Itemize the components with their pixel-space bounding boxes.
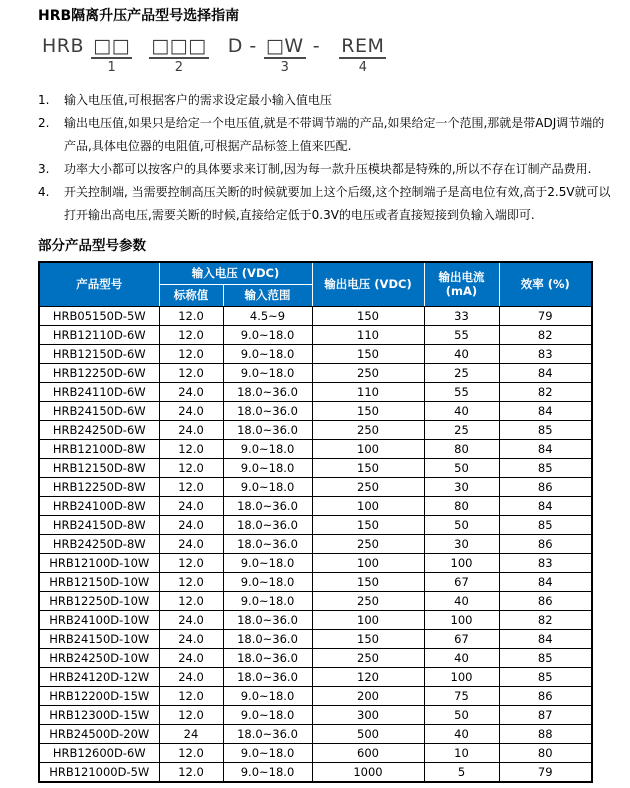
- cell-model: HRB12110D-6W: [39, 325, 159, 344]
- cell-output-voltage: 110: [312, 325, 424, 344]
- cell-model: HRB12250D-8W: [39, 477, 159, 496]
- cell-output-current: 40: [424, 344, 499, 363]
- cell-output-current: 75: [424, 686, 499, 705]
- table-row: [39, 743, 592, 762]
- cell-input-range: 18.0~36.0: [223, 648, 312, 667]
- cell-efficiency: 84: [499, 572, 592, 591]
- product-table-body: [39, 306, 592, 782]
- cell-efficiency: 80: [499, 743, 592, 762]
- cell-efficiency: 82: [499, 325, 592, 344]
- cell-output-current: 80: [424, 496, 499, 515]
- cell-input-range: 18.0~36.0: [223, 610, 312, 629]
- cell-efficiency: 83: [499, 344, 592, 363]
- note-text: 功率大小都可以按客户的具体要求来订制,因为每一款升压模块都是特殊的,所以不存在订制产品费用.: [64, 162, 592, 176]
- model-segment-3: □W 3: [265, 35, 304, 75]
- header-input-voltage: 输入电压 (VDC): [159, 262, 312, 284]
- cell-nominal: 12.0: [159, 344, 223, 363]
- cell-input-range: 18.0~36.0: [223, 724, 312, 743]
- cell-model: HRB12600D-6W: [39, 743, 159, 762]
- section-title: 部分产品型号参数: [38, 238, 146, 254]
- cell-model: HRB12100D-10W: [39, 553, 159, 572]
- cell-output-voltage: 100: [312, 439, 424, 458]
- cell-input-range: 9.0~18.0: [223, 439, 312, 458]
- cell-output-voltage: 1000: [312, 762, 424, 782]
- cell-output-voltage: 250: [312, 534, 424, 553]
- cell-input-range: 9.0~18.0: [223, 477, 312, 496]
- cell-model: HRB24100D-8W: [39, 496, 159, 515]
- table-row: [39, 762, 592, 782]
- model-mid: D -: [227, 35, 257, 57]
- cell-output-current: 30: [424, 477, 499, 496]
- cell-output-current: 40: [424, 724, 499, 743]
- cell-output-voltage: 150: [312, 629, 424, 648]
- cell-output-voltage: 150: [312, 572, 424, 591]
- segment-4-number: 4: [358, 60, 367, 75]
- cell-output-current: 100: [424, 553, 499, 572]
- cell-output-voltage: 200: [312, 686, 424, 705]
- cell-efficiency: 84: [499, 439, 592, 458]
- notes-list: [38, 89, 616, 227]
- cell-nominal: 24.0: [159, 401, 223, 420]
- cell-efficiency: 86: [499, 477, 592, 496]
- cell-output-current: 40: [424, 648, 499, 667]
- table-row: [39, 306, 592, 325]
- table-row: [39, 724, 592, 743]
- cell-efficiency: 82: [499, 382, 592, 401]
- cell-output-current: 40: [424, 591, 499, 610]
- header-input-range: 输入范围: [223, 284, 312, 306]
- cell-efficiency: 84: [499, 363, 592, 382]
- cell-efficiency: 85: [499, 667, 592, 686]
- cell-input-range: 9.0~18.0: [223, 591, 312, 610]
- cell-efficiency: 82: [499, 610, 592, 629]
- cell-nominal: 12.0: [159, 363, 223, 382]
- cell-model: HRB12200D-15W: [39, 686, 159, 705]
- cell-input-range: 4.5~9: [223, 306, 312, 325]
- cell-output-voltage: 250: [312, 591, 424, 610]
- cell-nominal: 12.0: [159, 553, 223, 572]
- cell-model: HRB24150D-8W: [39, 515, 159, 534]
- cell-output-voltage: 250: [312, 363, 424, 382]
- cell-model: HRB24250D-10W: [39, 648, 159, 667]
- cell-nominal: 12.0: [159, 306, 223, 325]
- cell-nominal: 12.0: [159, 325, 223, 344]
- cell-input-range: 9.0~18.0: [223, 363, 312, 382]
- table-row: [39, 458, 592, 477]
- note-item-4: [38, 181, 616, 227]
- model-dash: -: [312, 35, 321, 57]
- cell-input-range: 9.0~18.0: [223, 743, 312, 762]
- cell-nominal: 12.0: [159, 591, 223, 610]
- cell-nominal: 12.0: [159, 743, 223, 762]
- table-row: [39, 363, 592, 382]
- cell-output-voltage: 250: [312, 420, 424, 439]
- cell-input-range: 18.0~36.0: [223, 515, 312, 534]
- note-text: 输入电压值,可根据客户的需求设定最小输入值电压: [64, 93, 332, 107]
- cell-output-current: 100: [424, 610, 499, 629]
- model-segment-1: □□ 1: [93, 35, 131, 75]
- table-row: [39, 496, 592, 515]
- cell-output-current: 40: [424, 401, 499, 420]
- cell-model: HRB24250D-6W: [39, 420, 159, 439]
- cell-output-current: 5: [424, 762, 499, 782]
- cell-input-range: 9.0~18.0: [223, 572, 312, 591]
- note-text: 输出电压值,如果只是给定一个电压值,就是不带调节端的产品,如果给定一个范围,那就是带ADJ调节端的产品,具体电位器的电阻值,可根据产品标签上值来匹配.: [64, 116, 605, 153]
- note-number: 4.: [38, 185, 50, 199]
- cell-nominal: 12.0: [159, 762, 223, 782]
- table-row: [39, 610, 592, 629]
- cell-input-range: 9.0~18.0: [223, 705, 312, 724]
- cell-nominal: 24.0: [159, 629, 223, 648]
- cell-input-range: 9.0~18.0: [223, 458, 312, 477]
- cell-efficiency: 83: [499, 553, 592, 572]
- cell-efficiency: 85: [499, 458, 592, 477]
- cell-output-current: 50: [424, 458, 499, 477]
- cell-efficiency: 88: [499, 724, 592, 743]
- cell-output-voltage: 150: [312, 401, 424, 420]
- cell-model: HRB24500D-20W: [39, 724, 159, 743]
- table-row: [39, 477, 592, 496]
- table-header: [39, 262, 592, 306]
- cell-nominal: 24.0: [159, 610, 223, 629]
- cell-efficiency: 85: [499, 420, 592, 439]
- segment-1-number: 1: [107, 60, 116, 75]
- model-segment-4: REM 4: [341, 35, 385, 75]
- cell-nominal: 12.0: [159, 686, 223, 705]
- cell-output-voltage: 150: [312, 306, 424, 325]
- cell-model: HRB121000D-5W: [39, 762, 159, 782]
- table-row: [39, 591, 592, 610]
- cell-input-range: 18.0~36.0: [223, 667, 312, 686]
- table-row: [39, 553, 592, 572]
- page-title: HRB隔离升压产品型号选择指南: [38, 8, 240, 24]
- note-item-3: [38, 158, 616, 181]
- cell-model: HRB12150D-10W: [39, 572, 159, 591]
- table-row: [39, 382, 592, 401]
- cell-output-current: 30: [424, 534, 499, 553]
- cell-model: HRB12150D-8W: [39, 458, 159, 477]
- cell-output-voltage: 150: [312, 344, 424, 363]
- cell-output-current: 25: [424, 363, 499, 382]
- cell-output-voltage: 250: [312, 648, 424, 667]
- cell-model: HRB12100D-8W: [39, 439, 159, 458]
- header-product-model: 产品型号: [39, 262, 159, 306]
- cell-nominal: 24.0: [159, 515, 223, 534]
- cell-output-current: 55: [424, 325, 499, 344]
- cell-output-voltage: 150: [312, 515, 424, 534]
- cell-output-current: 80: [424, 439, 499, 458]
- cell-model: HRB12150D-6W: [39, 344, 159, 363]
- cell-nominal: 24.0: [159, 667, 223, 686]
- cell-input-range: 18.0~36.0: [223, 629, 312, 648]
- cell-output-voltage: 150: [312, 458, 424, 477]
- cell-input-range: 18.0~36.0: [223, 534, 312, 553]
- cell-output-voltage: 500: [312, 724, 424, 743]
- table-row: [39, 686, 592, 705]
- header-nominal-value: 标称值: [159, 284, 223, 306]
- cell-output-current: 10: [424, 743, 499, 762]
- cell-model: HRB12250D-10W: [39, 591, 159, 610]
- model-segment-2: □□□ 2: [151, 35, 207, 75]
- cell-efficiency: 84: [499, 401, 592, 420]
- product-parameters-table: [38, 261, 593, 783]
- cell-output-current: 100: [424, 667, 499, 686]
- cell-output-voltage: 300: [312, 705, 424, 724]
- cell-model: HRB24250D-8W: [39, 534, 159, 553]
- cell-output-voltage: 250: [312, 477, 424, 496]
- cell-input-range: 18.0~36.0: [223, 401, 312, 420]
- table-row: [39, 344, 592, 363]
- cell-model: HRB24150D-6W: [39, 401, 159, 420]
- cell-nominal: 12.0: [159, 705, 223, 724]
- cell-output-current: 67: [424, 629, 499, 648]
- cell-output-voltage: 100: [312, 610, 424, 629]
- cell-nominal: 24.0: [159, 420, 223, 439]
- table-row: [39, 515, 592, 534]
- cell-input-range: 18.0~36.0: [223, 420, 312, 439]
- cell-output-current: 50: [424, 515, 499, 534]
- cell-efficiency: 84: [499, 629, 592, 648]
- note-text: 开关控制端, 当需要控制高压关断的时候就要加上这个后缀,这个控制端子是高电位有效,高于2.5V就可以打开输出高电压,需要关断的时候,直接给定低于0.3V的电压或者直接短接到负输入端即可.: [64, 185, 611, 222]
- cell-efficiency: 79: [499, 306, 592, 325]
- model-format: [40, 35, 612, 76]
- cell-model: HRB24110D-6W: [39, 382, 159, 401]
- cell-efficiency: 79: [499, 762, 592, 782]
- segment-3-number: 3: [280, 60, 289, 75]
- table-row: [39, 420, 592, 439]
- cell-input-range: 18.0~36.0: [223, 496, 312, 515]
- cell-input-range: 9.0~18.0: [223, 686, 312, 705]
- cell-model: HRB12300D-15W: [39, 705, 159, 724]
- note-number: 2.: [38, 116, 50, 130]
- cell-output-voltage: 120: [312, 667, 424, 686]
- table-row: [39, 648, 592, 667]
- cell-input-range: 18.0~36.0: [223, 382, 312, 401]
- cell-efficiency: 84: [499, 496, 592, 515]
- table-row: [39, 439, 592, 458]
- cell-input-range: 9.0~18.0: [223, 325, 312, 344]
- cell-nominal: 12.0: [159, 477, 223, 496]
- cell-nominal: 24.0: [159, 534, 223, 553]
- cell-nominal: 24.0: [159, 496, 223, 515]
- cell-output-current: 25: [424, 420, 499, 439]
- note-item-1: [38, 89, 616, 112]
- cell-model: HRB12250D-6W: [39, 363, 159, 382]
- cell-nominal: 24.0: [159, 648, 223, 667]
- table-row: [39, 705, 592, 724]
- cell-output-current: 55: [424, 382, 499, 401]
- cell-output-voltage: 100: [312, 496, 424, 515]
- header-efficiency: 效率 (%): [499, 262, 592, 306]
- model-prefix: HRB: [42, 35, 85, 57]
- cell-nominal: 12.0: [159, 572, 223, 591]
- note-number: 1.: [38, 93, 50, 107]
- cell-output-voltage: 100: [312, 553, 424, 572]
- cell-input-range: 9.0~18.0: [223, 762, 312, 782]
- cell-nominal: 12.0: [159, 439, 223, 458]
- table-row: [39, 629, 592, 648]
- table-row: [39, 667, 592, 686]
- cell-efficiency: 86: [499, 534, 592, 553]
- cell-efficiency: 87: [499, 705, 592, 724]
- cell-output-current: 33: [424, 306, 499, 325]
- cell-model: HRB24120D-12W: [39, 667, 159, 686]
- cell-efficiency: 86: [499, 591, 592, 610]
- header-output-current: 输出电流 (mA): [424, 262, 499, 306]
- cell-output-current: 50: [424, 705, 499, 724]
- cell-model: HRB24150D-10W: [39, 629, 159, 648]
- cell-output-voltage: 600: [312, 743, 424, 762]
- cell-nominal: 12.0: [159, 458, 223, 477]
- cell-efficiency: 86: [499, 686, 592, 705]
- cell-efficiency: 85: [499, 515, 592, 534]
- cell-model: HRB24100D-10W: [39, 610, 159, 629]
- table-row: [39, 534, 592, 553]
- table-row: [39, 325, 592, 344]
- cell-efficiency: 85: [499, 648, 592, 667]
- note-item-2: [38, 112, 616, 158]
- cell-input-range: 9.0~18.0: [223, 344, 312, 363]
- cell-nominal: 24.0: [159, 382, 223, 401]
- header-output-voltage: 输出电压 (VDC): [312, 262, 424, 306]
- table-row: [39, 401, 592, 420]
- note-number: 3.: [38, 162, 50, 176]
- table-row: [39, 572, 592, 591]
- cell-nominal: 24: [159, 724, 223, 743]
- cell-input-range: 9.0~18.0: [223, 553, 312, 572]
- segment-2-number: 2: [174, 60, 184, 75]
- cell-output-current: 67: [424, 572, 499, 591]
- cell-output-voltage: 110: [312, 382, 424, 401]
- cell-model: HRB05150D-5W: [39, 306, 159, 325]
